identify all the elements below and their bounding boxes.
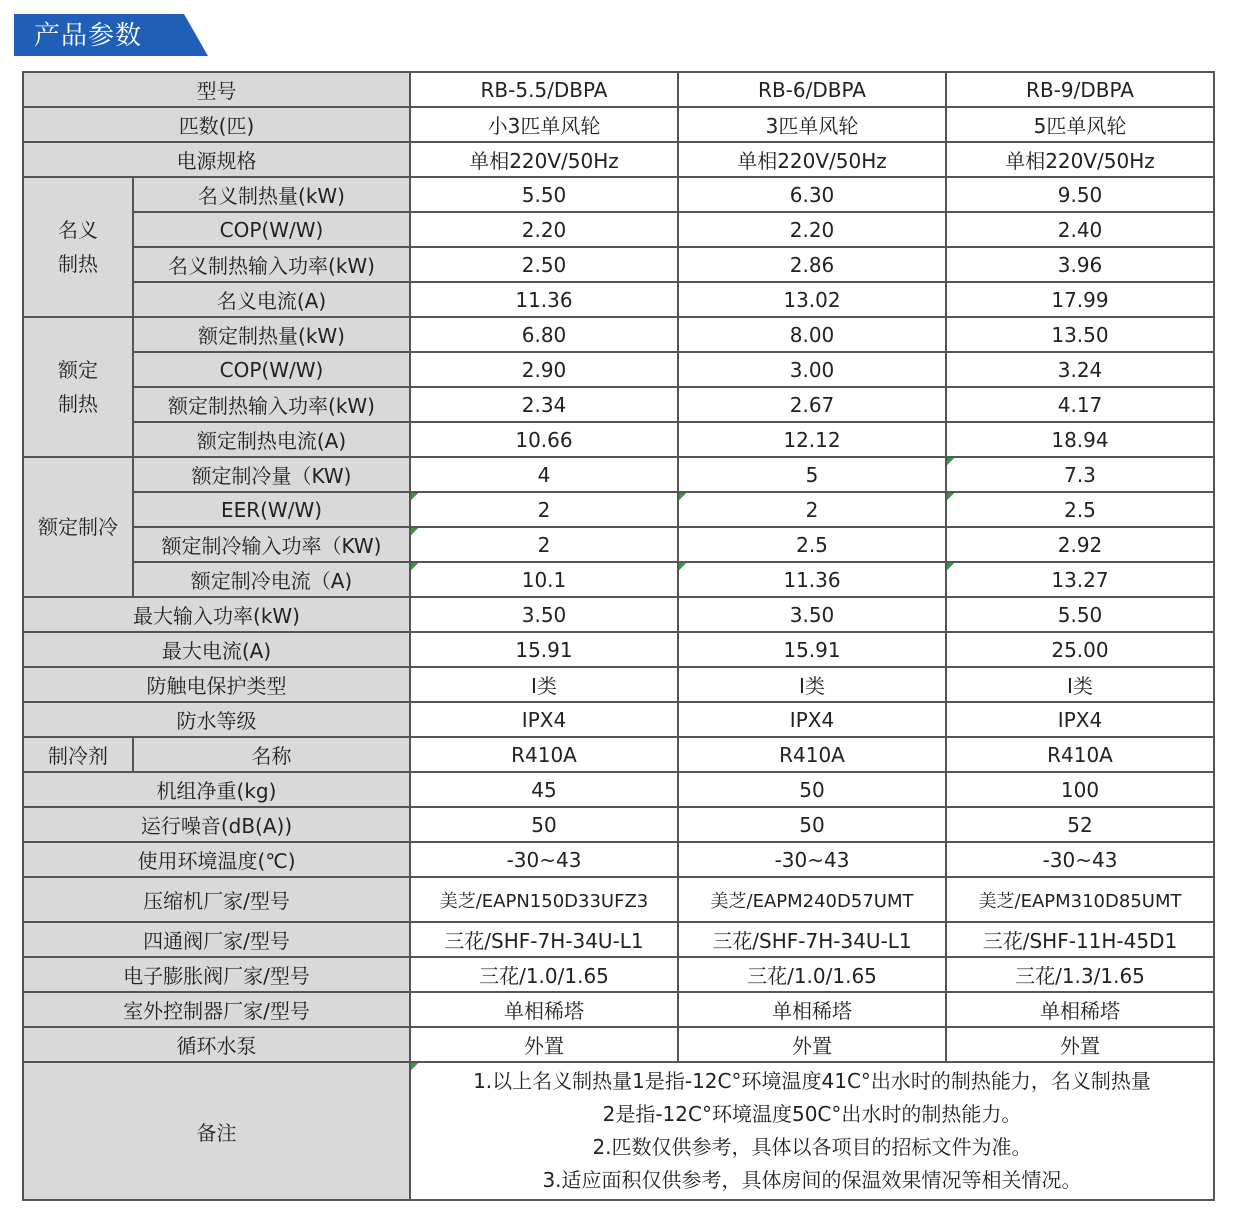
row-rated-cop xyxy=(23,352,1214,387)
row-rated-cool-capacity xyxy=(23,457,1214,492)
row-label: 名义制热输入功率(kW) xyxy=(133,247,410,282)
cell-value: 5.50 xyxy=(410,177,678,212)
cell-value: 11.36 xyxy=(678,562,946,597)
row-refrigerant xyxy=(23,737,1214,772)
cell-value: 三花/SHF-7H-34U-L1 xyxy=(410,922,678,957)
row-ambient-temp xyxy=(23,842,1214,877)
row-label: 防水等级 xyxy=(23,702,410,737)
row-nominal-input-power xyxy=(23,247,1214,282)
cell-value: 10.1 xyxy=(410,562,678,597)
note-line: 2.匹数仅供参考，具体以各项目的招标文件为准。 xyxy=(592,1135,1032,1159)
row-label: 制冷剂 xyxy=(23,737,133,772)
cell-value: 2.90 xyxy=(410,352,678,387)
row-notes xyxy=(23,1062,1214,1200)
row-nominal-current xyxy=(23,282,1214,317)
cell-value: 3匹单风轮 xyxy=(678,107,946,142)
cell-value: 2.50 xyxy=(410,247,678,282)
cell-value: 2.92 xyxy=(946,527,1214,562)
cell-value: 单相稀塔 xyxy=(410,992,678,1027)
row-label: COP(W/W) xyxy=(133,212,410,247)
cell-value: 3.00 xyxy=(678,352,946,387)
row-label: 机组净重(kg) xyxy=(23,772,410,807)
cell-value: 5匹单风轮 xyxy=(946,107,1214,142)
cell-value: 外置 xyxy=(678,1027,946,1062)
cell-value: I类 xyxy=(678,667,946,702)
row-controller xyxy=(23,992,1214,1027)
row-label: 匹数(匹) xyxy=(23,107,410,142)
cell-value: 单相稀塔 xyxy=(946,992,1214,1027)
cell-value: 单相220V/50Hz xyxy=(946,142,1214,177)
cell-value: 12.12 xyxy=(678,422,946,457)
row-nominal-cop xyxy=(23,212,1214,247)
cell-value: I类 xyxy=(410,667,678,702)
row-pump xyxy=(23,1027,1214,1062)
cell-value: 美芝/EAPM310D85UMT xyxy=(946,877,1214,922)
row-label: 最大输入功率(kW) xyxy=(23,597,410,632)
row-sublabel: 名称 xyxy=(133,737,410,772)
row-model xyxy=(23,72,1214,107)
cell-value: 2.34 xyxy=(410,387,678,422)
cell-value: 3.50 xyxy=(678,597,946,632)
cell-value: 50 xyxy=(410,807,678,842)
cell-value: 15.91 xyxy=(410,632,678,667)
row-label: 额定制冷输入功率（KW) xyxy=(133,527,410,562)
note-line: 3.适应面积仅供参考，具体房间的保温效果情况等相关情况。 xyxy=(542,1168,1082,1192)
row-label: 最大电流(A) xyxy=(23,632,410,667)
cell-value: 美芝/EAPM240D57UMT xyxy=(678,877,946,922)
row-expansion-valve xyxy=(23,957,1214,992)
spec-table xyxy=(22,71,1215,1201)
row-label: 循环水泵 xyxy=(23,1027,410,1062)
cell-value: -30~43 xyxy=(678,842,946,877)
row-label: 名义电流(A) xyxy=(133,282,410,317)
note-line: 2是指-12C°环境温度50C°出水时的制热能力。 xyxy=(602,1102,1022,1126)
cell-value: 50 xyxy=(678,772,946,807)
cell-value: 6.80 xyxy=(410,317,678,352)
cell-value: 9.50 xyxy=(946,177,1214,212)
cell-value: IPX4 xyxy=(946,702,1214,737)
cell-value: 18.94 xyxy=(946,422,1214,457)
cell-value: 2 xyxy=(410,527,678,562)
cell-value: 13.50 xyxy=(946,317,1214,352)
cell-value: 52 xyxy=(946,807,1214,842)
cell-value: 25.00 xyxy=(946,632,1214,667)
section-title: 产品参数 xyxy=(34,21,143,51)
row-label: 额定制热输入功率(kW) xyxy=(133,387,410,422)
note-line: 1.以上名义制热量1是指-12C°环境温度41C°出水时的制热能力，名义制热量 xyxy=(473,1069,1151,1093)
row-label: 备注 xyxy=(23,1062,410,1200)
row-label: 额定制热量(kW) xyxy=(133,317,410,352)
cell-value: 3.96 xyxy=(946,247,1214,282)
cell-value: 2.40 xyxy=(946,212,1214,247)
group-line: 制热 xyxy=(58,392,98,416)
row-label: 电子膨胀阀厂家/型号 xyxy=(23,957,410,992)
cell-value: 2.5 xyxy=(946,492,1214,527)
row-label: 压缩机厂家/型号 xyxy=(23,877,410,922)
group-nominal-heating xyxy=(23,177,133,317)
cell-value: 50 xyxy=(678,807,946,842)
cell-value: 三花/SHF-11H-45D1 xyxy=(946,922,1214,957)
cell-value: 外置 xyxy=(946,1027,1214,1062)
row-label: 防触电保护类型 xyxy=(23,667,410,702)
cell-value: 2.67 xyxy=(678,387,946,422)
row-rated-cool-input-power xyxy=(23,527,1214,562)
cell-value: 三花/1.0/1.65 xyxy=(410,957,678,992)
cell-value: 3.50 xyxy=(410,597,678,632)
cell-value: 三花/1.3/1.65 xyxy=(946,957,1214,992)
cell-value: 8.00 xyxy=(678,317,946,352)
cell-value: 三花/SHF-7H-34U-L1 xyxy=(678,922,946,957)
row-waterproof xyxy=(23,702,1214,737)
cell-value: 15.91 xyxy=(678,632,946,667)
group-line: 制热 xyxy=(58,252,98,276)
group-line: 名义 xyxy=(58,218,98,242)
row-label: 四通阀厂家/型号 xyxy=(23,922,410,957)
row-label: 电源规格 xyxy=(23,142,410,177)
cell-value: 5 xyxy=(678,457,946,492)
group-rated-heating xyxy=(23,317,133,457)
row-power xyxy=(23,142,1214,177)
cell-value: 45 xyxy=(410,772,678,807)
cell-value: IPX4 xyxy=(678,702,946,737)
cell-value: 美芝/EAPN150D33UFZ3 xyxy=(410,877,678,922)
section-header-tab xyxy=(14,14,210,58)
cell-value: 5.50 xyxy=(946,597,1214,632)
row-label: 额定制热电流(A) xyxy=(133,422,410,457)
model-name: RB-6/DBPA xyxy=(678,72,946,107)
cell-value: 100 xyxy=(946,772,1214,807)
cell-value: 10.66 xyxy=(410,422,678,457)
cell-value: 13.27 xyxy=(946,562,1214,597)
cell-value: R410A xyxy=(678,737,946,772)
cell-value: 13.02 xyxy=(678,282,946,317)
row-label: 型号 xyxy=(23,72,410,107)
cell-value: 三花/1.0/1.65 xyxy=(678,957,946,992)
row-rated-eer xyxy=(23,492,1214,527)
cell-value: 7.3 xyxy=(946,457,1214,492)
row-label: 额定制冷量（KW) xyxy=(133,457,410,492)
cell-value: R410A xyxy=(946,737,1214,772)
row-label: 运行噪音(dB(A)) xyxy=(23,807,410,842)
row-rated-cool-current xyxy=(23,562,1214,597)
cell-value: 小3匹单风轮 xyxy=(410,107,678,142)
group-line: 额定 xyxy=(58,358,98,382)
cell-value: -30~43 xyxy=(410,842,678,877)
cell-value: 单相220V/50Hz xyxy=(678,142,946,177)
row-label: 名义制热量(kW) xyxy=(133,177,410,212)
cell-value: 外置 xyxy=(410,1027,678,1062)
row-label: EER(W/W) xyxy=(133,492,410,527)
cell-value: 2 xyxy=(678,492,946,527)
cell-value: 6.30 xyxy=(678,177,946,212)
row-rated-heat-input-power xyxy=(23,387,1214,422)
cell-value: 4.17 xyxy=(946,387,1214,422)
cell-value: R410A xyxy=(410,737,678,772)
notes-text xyxy=(410,1062,1214,1200)
row-hp xyxy=(23,107,1214,142)
row-rated-heat-capacity xyxy=(23,317,1214,352)
row-label: COP(W/W) xyxy=(133,352,410,387)
cell-value: 单相稀塔 xyxy=(678,992,946,1027)
row-max-power xyxy=(23,597,1214,632)
row-weight xyxy=(23,772,1214,807)
cell-value: 2.5 xyxy=(678,527,946,562)
row-label: 室外控制器厂家/型号 xyxy=(23,992,410,1027)
row-shock-protection xyxy=(23,667,1214,702)
row-label: 额定制冷电流（A) xyxy=(133,562,410,597)
row-label: 使用环境温度(℃) xyxy=(23,842,410,877)
cell-value: 11.36 xyxy=(410,282,678,317)
row-four-way-valve xyxy=(23,922,1214,957)
row-nominal-heat-capacity xyxy=(23,177,1214,212)
cell-value: 4 xyxy=(410,457,678,492)
cell-value: 17.99 xyxy=(946,282,1214,317)
row-rated-heat-current xyxy=(23,422,1214,457)
cell-value: 2.86 xyxy=(678,247,946,282)
model-name: RB-9/DBPA xyxy=(946,72,1214,107)
cell-value: 2.20 xyxy=(678,212,946,247)
cell-value: 2 xyxy=(410,492,678,527)
cell-value: 单相220V/50Hz xyxy=(410,142,678,177)
row-max-current xyxy=(23,632,1214,667)
cell-value: -30~43 xyxy=(946,842,1214,877)
row-noise xyxy=(23,807,1214,842)
cell-value: I类 xyxy=(946,667,1214,702)
cell-value: 2.20 xyxy=(410,212,678,247)
model-name: RB-5.5/DBPA xyxy=(410,72,678,107)
row-compressor xyxy=(23,877,1214,922)
cell-value: 3.24 xyxy=(946,352,1214,387)
group-rated-cooling: 额定制冷 xyxy=(23,457,133,597)
cell-value: IPX4 xyxy=(410,702,678,737)
